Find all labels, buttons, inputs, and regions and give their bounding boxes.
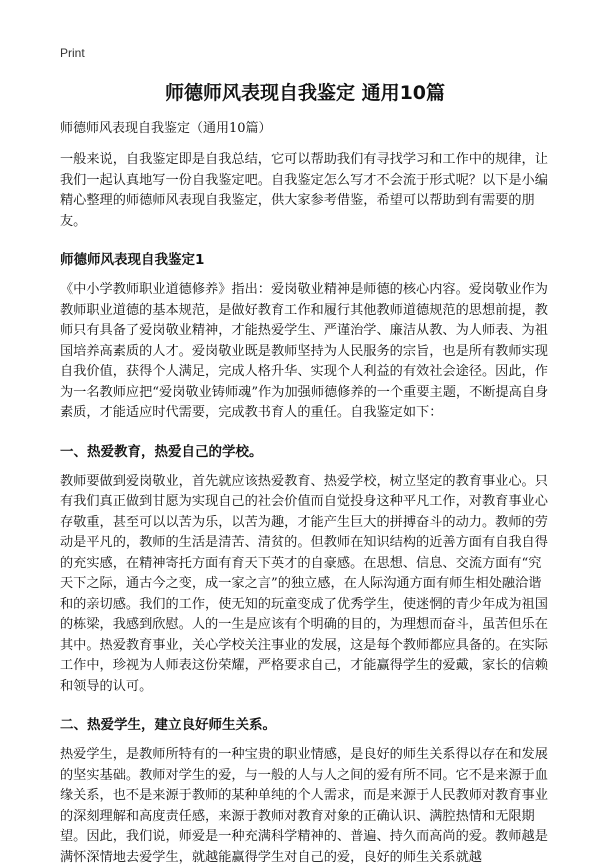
document-body — [60, 150, 550, 868]
section-title: 师德师风表现自我鉴定1 — [60, 252, 205, 268]
print-label: Print — [60, 46, 85, 60]
section-paragraph-3: 热爱学生，是教师所特有的一种宝贵的职业情感，是良好的师生关系得以存在和发展的坚实基础。教师对学生的爱，与一般的人与人之间的爱有所不同。它不是来源于血缘关系，也不是来源于教师的某种单纯的个人需求，而是来源于人民教师对教育事业的深刻理解和高度责任感，来源于教师对教育对象的正确认识、满腔热情和无限期望。因此，我们说，师爱是一种充满科学精神的、普遍、持久而高尚的爱。教师越是满怀深情地去爱学生，就越能赢得学生对自己的爱，良好的师生关系就越 — [60, 747, 548, 865]
section-paragraph-1: 《中小学教师职业道德修养》指出：爱岗敬业精神是师德的核心内容。爱岗敬业作为教师职业道德的基本规范，是做好教育工作和履行其他教师道德规范的思想前提，教师只有具备了爱岗敬业精神，才能热爱学生、严谨治学、廉洁从教、为人师表、为祖国培养高素质的人才。爱岗敬业既是教师坚持为人民服务的宗旨，也是所有教师实现自我价值，获得个人满足，完成人格升华、实现个人利益的有效社会途径。因此，作为一名教师应把“爱岗敬业铸师魂”作为加强师德修养的一个重要主题，不断提高自身素质，才能适应时代需要，完成教书育人的重任。自我鉴定如下： — [60, 282, 549, 420]
heading-love-education: 一、热爱教育，热爱自己的学校。 — [60, 443, 263, 460]
section-paragraph-2: 教师要做到爱岗敬业，首先就应该热爱教育、热爱学校，树立坚定的教育事业心。只有我们真正做到甘愿为实现自己的社会价值而自觉投身这种平凡工作，对教育事业心存敬重，甚至可以以苦为乐，以苦为趣，才能产生巨大的拼搏奋斗的动力。教师的劳动是平凡的，教师的生活是清苦、清贫的。但教师在知识结构的近善方面有自我自得的充实感，在精神寄托方面有育天下英才的自豪感。在思想、信息、交流方面有“究天下之际，通古今之变，成一家之言”的独立感，在人际沟通方面有师生相处融洽谐和的亲切感。我们的工作，使无知的玩童变成了优秀学生，使迷惘的青少年成为祖国的栋梁，我感到欣慰。人的一生是应该有个明确的目的，为理想而奋斗，虽苦但乐在其中。热爱教育事业，关心学校关注事业的发展，这是每个教师都应具备的。在实际工作中，珍视为人师表这份荣耀，严格要求自己，才能赢得学生的爱戴，家长的信赖和领导的认可。 — [60, 473, 548, 694]
heading-love-students: 二、热爱学生，建立良好师生关系。 — [60, 717, 276, 733]
document-subtitle: 师德师风表现自我鉴定（通用10篇） — [60, 121, 272, 136]
document-title: 师德师风表现自我鉴定 通用10篇 — [164, 82, 446, 104]
intro-paragraph: 一般来说，自我鉴定即是自我总结，它可以帮助我们有寻找学习和工作中的规律，让我们一起认真地写一份自我鉴定吧。自我鉴定怎么写才不会流于形式呢？以下是小编精心整理的师德师风表现自我鉴定，供大家参考借鉴，希望可以帮助到有需要的朋友。 — [60, 152, 548, 229]
